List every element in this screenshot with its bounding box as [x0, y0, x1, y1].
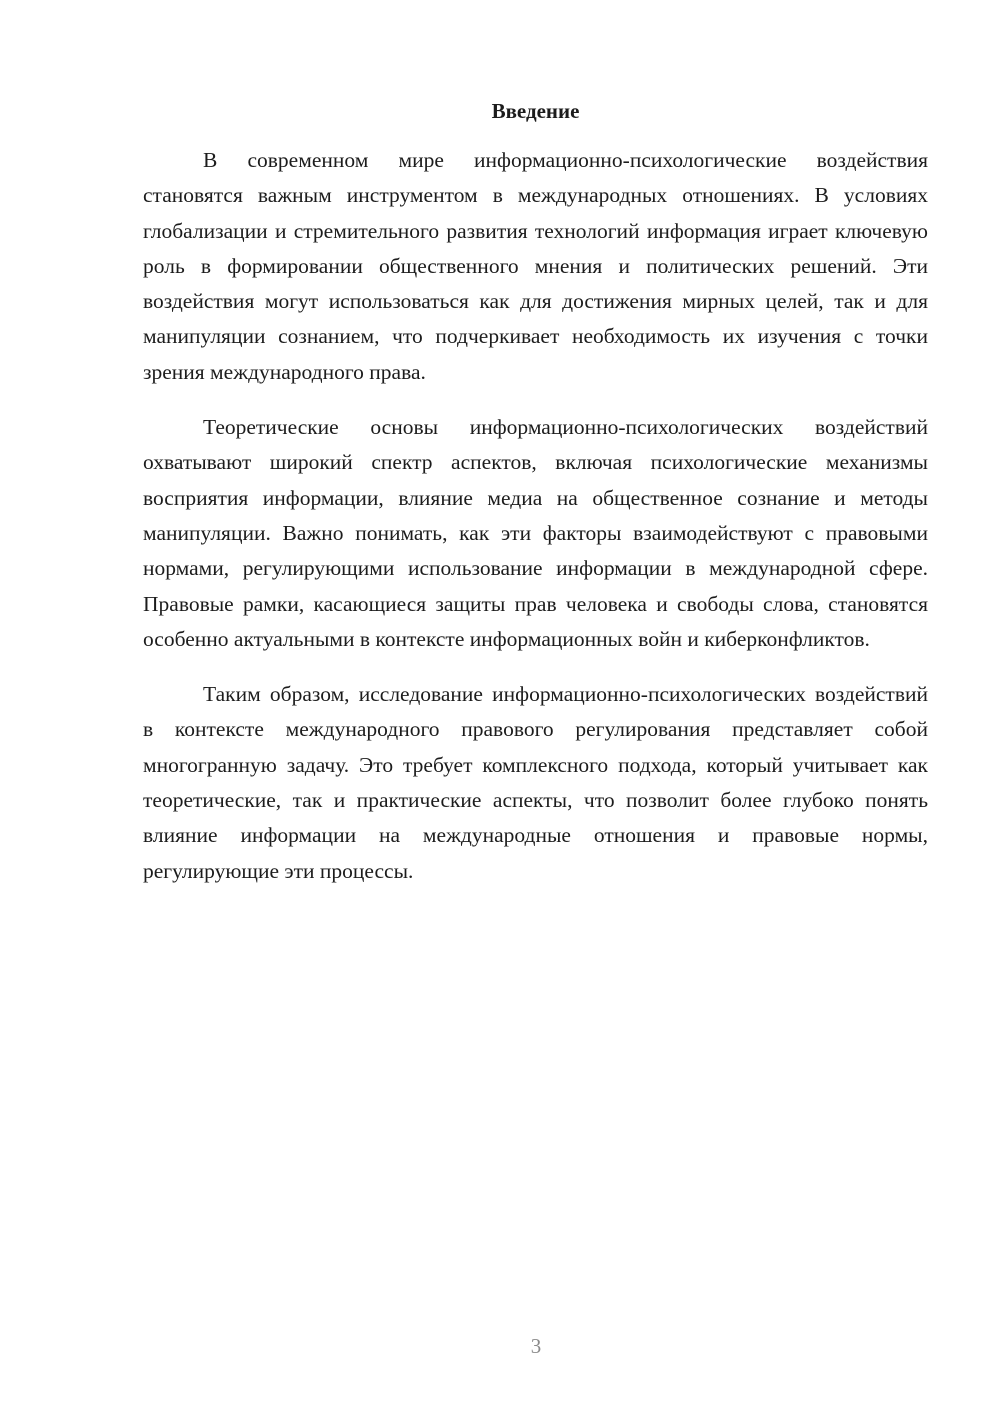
- paragraph-2: Теоретические основы информационно-психологических воздействий охватывают широкий спектр аспектов, включая психологические механизмы восприятия информации, влияние медиа на общественное сознание и методы манипуляции. Важно понимать, как эти факторы взаимодействуют с правовыми нормами, регулирующими использование информации в международной сфере. Правовые рамки, касающиеся защиты прав человека и свободы слова, становятся особенно актуальными в контексте информационных войн и киберконфликтов.: [143, 415, 928, 651]
- paragraph-3: Таким образом, исследование информационно-психологических воздействий в контексте международного правового регулирования представляет собой многогранную задачу. Это требует комплексного подхода, который учитывает как теоретические, так и практические аспекты, что позволит более глубоко понять влияние информации на международные отношения и правовые нормы, регулирующие эти процессы.: [143, 682, 928, 883]
- section-heading: Введение: [491, 99, 580, 123]
- page-number: 3: [530, 1334, 542, 1358]
- document-body: [143, 143, 928, 909]
- paragraph-1: В современном мире информационно-психологические воздействия становятся важным инструментом в международных отношениях. В условиях глобализации и стремительного развития технологий информация играет ключевую роль в формировании общественного мнения и политических решений. Эти воздействия могут использоваться как для достижения мирных целей, так и для манипуляции сознанием, что подчеркивает необходимость их изучения с точки зрения международного права.: [143, 148, 928, 384]
